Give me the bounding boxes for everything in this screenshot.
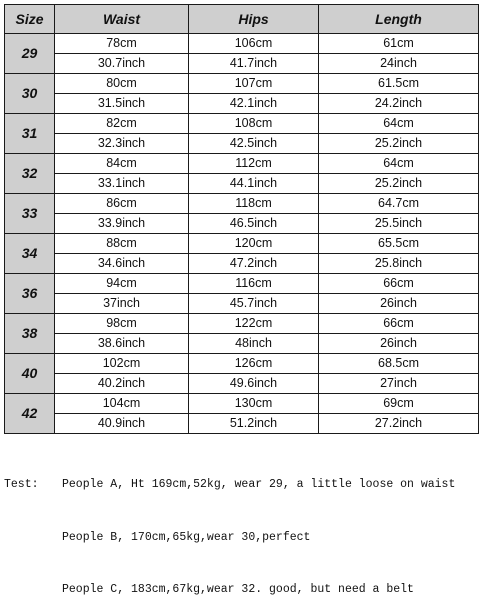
size-cell: 40 — [5, 354, 55, 394]
waist-inch-cell: 37inch — [55, 294, 189, 314]
note-text: People A, Ht 169cm,52kg, wear 29, a little loose on waist — [62, 478, 456, 491]
header-row — [5, 5, 479, 34]
header-waist: Waist — [55, 5, 189, 34]
hips-inch-cell: 45.7inch — [189, 294, 319, 314]
waist-inch-cell: 33.1inch — [55, 174, 189, 194]
header-length: Length — [319, 5, 479, 34]
hips-inch-cell: 47.2inch — [189, 254, 319, 274]
note-line — [4, 581, 480, 599]
hips-cm-cell: 122cm — [189, 314, 319, 334]
length-cm-cell: 64cm — [319, 154, 479, 174]
hips-inch-cell: 44.1inch — [189, 174, 319, 194]
hips-cm-cell: 120cm — [189, 234, 319, 254]
hips-inch-cell: 51.2inch — [189, 414, 319, 434]
table-row — [5, 74, 479, 94]
length-cm-cell: 61cm — [319, 34, 479, 54]
hips-cm-cell: 107cm — [189, 74, 319, 94]
hips-inch-cell: 41.7inch — [189, 54, 319, 74]
size-cell: 38 — [5, 314, 55, 354]
length-inch-cell: 24inch — [319, 54, 479, 74]
length-cm-cell: 69cm — [319, 394, 479, 414]
waist-cm-cell: 78cm — [55, 34, 189, 54]
length-cm-cell: 66cm — [319, 314, 479, 334]
hips-inch-cell: 49.6inch — [189, 374, 319, 394]
size-cell: 34 — [5, 234, 55, 274]
length-inch-cell: 26inch — [319, 294, 479, 314]
size-cell: 42 — [5, 394, 55, 434]
size-table — [4, 4, 479, 434]
size-cell: 33 — [5, 194, 55, 234]
waist-inch-cell: 40.2inch — [55, 374, 189, 394]
waist-inch-cell: 33.9inch — [55, 214, 189, 234]
waist-cm-cell: 82cm — [55, 114, 189, 134]
header-size: Size — [5, 5, 55, 34]
table-row — [5, 254, 479, 274]
waist-inch-cell: 34.6inch — [55, 254, 189, 274]
length-inch-cell: 27inch — [319, 374, 479, 394]
hips-inch-cell: 42.1inch — [189, 94, 319, 114]
waist-cm-cell: 98cm — [55, 314, 189, 334]
table-row — [5, 334, 479, 354]
test-notes — [4, 441, 480, 616]
hips-cm-cell: 112cm — [189, 154, 319, 174]
length-cm-cell: 65.5cm — [319, 234, 479, 254]
length-cm-cell: 68.5cm — [319, 354, 479, 374]
table-row — [5, 294, 479, 314]
size-cell: 32 — [5, 154, 55, 194]
waist-cm-cell: 88cm — [55, 234, 189, 254]
header-hips: Hips — [189, 5, 319, 34]
size-cell: 31 — [5, 114, 55, 154]
note-text: People B, 170cm,65kg,wear 30,perfect — [62, 530, 311, 544]
note-line — [4, 529, 480, 547]
waist-cm-cell: 104cm — [55, 394, 189, 414]
table-row — [5, 394, 479, 414]
hips-inch-cell: 42.5inch — [189, 134, 319, 154]
hips-cm-cell: 130cm — [189, 394, 319, 414]
hips-inch-cell: 48inch — [189, 334, 319, 354]
table-row — [5, 154, 479, 174]
table-row — [5, 54, 479, 74]
length-inch-cell: 25.2inch — [319, 174, 479, 194]
size-cell: 30 — [5, 74, 55, 114]
length-cm-cell: 66cm — [319, 274, 479, 294]
waist-inch-cell: 40.9inch — [55, 414, 189, 434]
note-text: People C, 183cm,67kg,wear 32. good, but need a belt — [62, 583, 414, 596]
hips-cm-cell: 106cm — [189, 34, 319, 54]
note-line — [4, 476, 480, 494]
length-inch-cell: 27.2inch — [319, 414, 479, 434]
waist-inch-cell: 32.3inch — [55, 134, 189, 154]
hips-cm-cell: 116cm — [189, 274, 319, 294]
length-inch-cell: 24.2inch — [319, 94, 479, 114]
table-row — [5, 194, 479, 214]
waist-cm-cell: 94cm — [55, 274, 189, 294]
table-row — [5, 214, 479, 234]
notes-label: Test: — [4, 478, 39, 491]
length-inch-cell: 25.5inch — [319, 214, 479, 234]
waist-cm-cell: 84cm — [55, 154, 189, 174]
table-row — [5, 314, 479, 334]
hips-cm-cell: 108cm — [189, 114, 319, 134]
table-row — [5, 234, 479, 254]
table-row — [5, 114, 479, 134]
table-row — [5, 274, 479, 294]
table-row — [5, 374, 479, 394]
table-row — [5, 414, 479, 434]
table-row — [5, 174, 479, 194]
size-chart — [4, 4, 478, 434]
length-cm-cell: 64.7cm — [319, 194, 479, 214]
size-table-body — [5, 34, 479, 434]
waist-inch-cell: 31.5inch — [55, 94, 189, 114]
length-cm-cell: 64cm — [319, 114, 479, 134]
waist-cm-cell: 80cm — [55, 74, 189, 94]
waist-inch-cell: 38.6inch — [55, 334, 189, 354]
table-row — [5, 34, 479, 54]
length-inch-cell: 26inch — [319, 334, 479, 354]
size-cell: 29 — [5, 34, 55, 74]
size-cell: 36 — [5, 274, 55, 314]
hips-cm-cell: 126cm — [189, 354, 319, 374]
length-cm-cell: 61.5cm — [319, 74, 479, 94]
table-row — [5, 134, 479, 154]
hips-inch-cell: 46.5inch — [189, 214, 319, 234]
waist-cm-cell: 102cm — [55, 354, 189, 374]
length-inch-cell: 25.8inch — [319, 254, 479, 274]
length-inch-cell: 25.2inch — [319, 134, 479, 154]
hips-cm-cell: 118cm — [189, 194, 319, 214]
waist-cm-cell: 86cm — [55, 194, 189, 214]
table-row — [5, 354, 479, 374]
table-row — [5, 94, 479, 114]
waist-inch-cell: 30.7inch — [55, 54, 189, 74]
